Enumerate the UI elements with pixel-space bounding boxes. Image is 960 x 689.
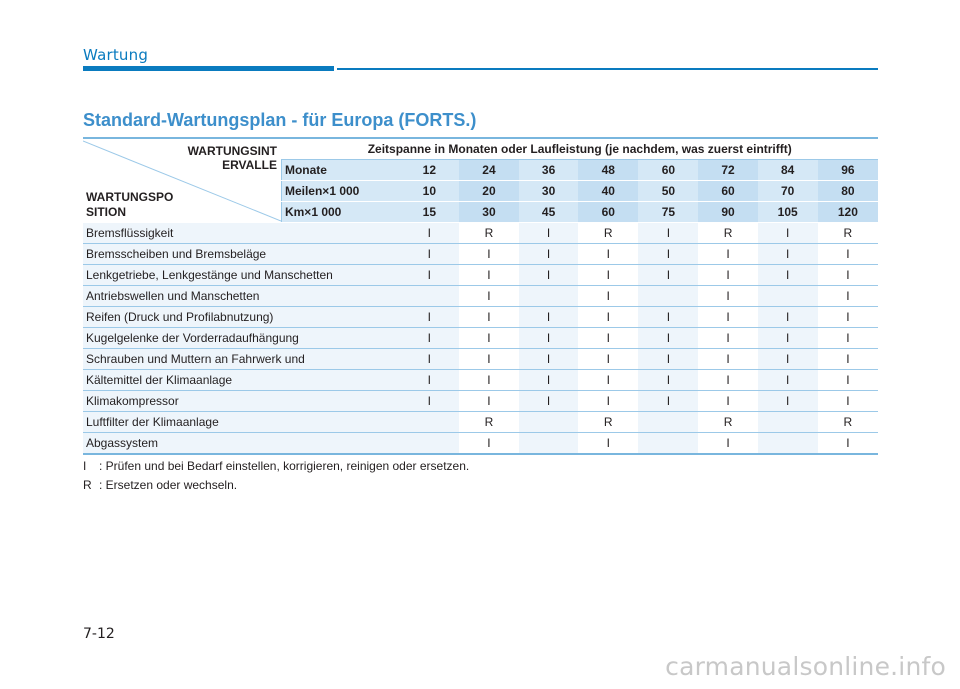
- maintenance-value: I: [698, 370, 757, 391]
- maintenance-value: I: [459, 349, 519, 370]
- header-bar-accent: [83, 66, 334, 71]
- maintenance-value: [519, 412, 578, 433]
- interval-value: 60: [698, 181, 757, 202]
- table-row: [83, 307, 878, 328]
- table-heading-row: [83, 138, 878, 160]
- maintenance-value: I: [459, 328, 519, 349]
- table-row: [83, 349, 878, 370]
- maintenance-item: Kältemittel der Klimaanlage: [83, 370, 400, 391]
- maintenance-value: I: [758, 370, 818, 391]
- interval-value: 30: [519, 181, 578, 202]
- maintenance-value: I: [758, 223, 818, 244]
- maintenance-value: I: [519, 223, 578, 244]
- table-row: [83, 223, 878, 244]
- interval-value: 96: [818, 160, 878, 181]
- maintenance-value: I: [578, 391, 638, 412]
- maintenance-value: I: [818, 391, 878, 412]
- interval-value: 45: [519, 202, 578, 223]
- maintenance-value: I: [758, 244, 818, 265]
- maintenance-value: I: [758, 307, 818, 328]
- interval-row-label: Meilen×1 000: [281, 181, 399, 202]
- maintenance-value: I: [698, 265, 757, 286]
- interval-value: 24: [459, 160, 519, 181]
- maintenance-value: I: [578, 265, 638, 286]
- maintenance-value: I: [400, 265, 459, 286]
- maintenance-value: I: [519, 391, 578, 412]
- watermark: carmanualsonline.info: [665, 652, 946, 681]
- interval-heading: Zeitspanne in Monaten oder Laufleistung (je nachdem, was zuerst eintrifft): [281, 138, 878, 160]
- maintenance-item: Schrauben und Muttern an Fahrwerk und: [83, 349, 400, 370]
- legend-code: R: [83, 478, 92, 492]
- legend-text: : Ersetzen oder wechseln.: [99, 478, 238, 492]
- maintenance-value: I: [758, 391, 818, 412]
- maintenance-value: R: [578, 412, 638, 433]
- page-number: 7-12: [83, 626, 115, 642]
- interval-value: 30: [459, 202, 519, 223]
- legend-item: [83, 457, 469, 476]
- maintenance-value: I: [638, 244, 698, 265]
- maintenance-value: I: [818, 307, 878, 328]
- maintenance-value: I: [459, 265, 519, 286]
- table-row: [83, 391, 878, 412]
- maintenance-value: I: [578, 370, 638, 391]
- table-row: [83, 328, 878, 349]
- interval-row-label: Km×1 000: [281, 202, 399, 223]
- maintenance-item: Bremsflüssigkeit: [83, 223, 400, 244]
- interval-value: 12: [400, 160, 459, 181]
- maintenance-value: I: [459, 391, 519, 412]
- maintenance-value: I: [519, 328, 578, 349]
- maintenance-value: [519, 433, 578, 455]
- interval-value: 70: [758, 181, 818, 202]
- maintenance-value: I: [818, 286, 878, 307]
- maintenance-value: I: [818, 370, 878, 391]
- maintenance-value: I: [400, 391, 459, 412]
- maintenance-value: R: [459, 412, 519, 433]
- maintenance-value: I: [519, 265, 578, 286]
- maintenance-value: I: [459, 307, 519, 328]
- maintenance-value: R: [459, 223, 519, 244]
- maintenance-item: Kugelgelenke der Vorderradaufhängung: [83, 328, 400, 349]
- page-title: Standard-Wartungsplan - für Europa (FORTS.): [83, 110, 477, 130]
- maintenance-value: I: [578, 286, 638, 307]
- maintenance-value: [638, 412, 698, 433]
- table-row: [83, 433, 878, 455]
- interval-value: 60: [578, 202, 638, 223]
- maintenance-value: [638, 433, 698, 455]
- maintenance-value: I: [758, 265, 818, 286]
- corner-label-positions: [86, 190, 173, 220]
- corner-label-line: ERVALLE: [222, 158, 277, 172]
- table-row: [83, 370, 878, 391]
- maintenance-value: I: [400, 223, 459, 244]
- maintenance-value: I: [519, 307, 578, 328]
- maintenance-value: I: [638, 223, 698, 244]
- maintenance-value: I: [519, 244, 578, 265]
- maintenance-value: I: [818, 265, 878, 286]
- corner-label-line: WARTUNGSPO: [86, 189, 174, 204]
- table-corner-cell: [83, 138, 281, 223]
- maintenance-value: [758, 286, 818, 307]
- maintenance-value: I: [638, 328, 698, 349]
- interval-value: 75: [638, 202, 698, 223]
- interval-value: 90: [698, 202, 757, 223]
- interval-value: 20: [459, 181, 519, 202]
- table-row: [83, 412, 878, 433]
- legend-text: : Prüfen und bei Bedarf einstellen, korrigieren, reinigen oder ersetzen.: [99, 459, 470, 473]
- maintenance-value: R: [818, 223, 878, 244]
- maintenance-value: I: [758, 349, 818, 370]
- maintenance-value: I: [818, 349, 878, 370]
- maintenance-value: R: [698, 223, 757, 244]
- interval-value: 84: [758, 160, 818, 181]
- maintenance-item: Klimakompressor: [83, 391, 400, 412]
- maintenance-value: I: [698, 286, 757, 307]
- maintenance-item: Luftfilter der Klimaanlage: [83, 412, 400, 433]
- legend-item: [83, 476, 469, 495]
- maintenance-value: [400, 433, 459, 455]
- maintenance-value: [758, 433, 818, 455]
- maintenance-value: I: [400, 328, 459, 349]
- table-row: [83, 244, 878, 265]
- interval-value: 120: [818, 202, 878, 223]
- interval-value: 10: [400, 181, 459, 202]
- maintenance-value: [638, 286, 698, 307]
- maintenance-value: I: [698, 349, 757, 370]
- maintenance-value: I: [459, 433, 519, 455]
- maintenance-value: I: [638, 391, 698, 412]
- table-row: [83, 286, 878, 307]
- maintenance-item: Antriebswellen und Manschetten: [83, 286, 400, 307]
- maintenance-value: I: [698, 307, 757, 328]
- header-rule: [337, 68, 878, 70]
- maintenance-value: I: [400, 349, 459, 370]
- maintenance-item: Lenkgetriebe, Lenkgestänge und Manschetten: [83, 265, 400, 286]
- interval-value: 36: [519, 160, 578, 181]
- maintenance-value: I: [698, 391, 757, 412]
- maintenance-value: I: [818, 328, 878, 349]
- maintenance-value: I: [638, 349, 698, 370]
- interval-row-label: Monate: [281, 160, 399, 181]
- interval-value: 60: [638, 160, 698, 181]
- maintenance-value: I: [578, 433, 638, 455]
- interval-value: 40: [578, 181, 638, 202]
- interval-value: 105: [758, 202, 818, 223]
- maintenance-value: I: [519, 349, 578, 370]
- maintenance-value: I: [638, 370, 698, 391]
- maintenance-value: I: [818, 433, 878, 455]
- maintenance-value: R: [818, 412, 878, 433]
- maintenance-value: [758, 412, 818, 433]
- maintenance-value: I: [400, 307, 459, 328]
- maintenance-value: I: [578, 307, 638, 328]
- maintenance-value: [519, 286, 578, 307]
- maintenance-item: Abgassystem: [83, 433, 400, 455]
- maintenance-value: I: [459, 370, 519, 391]
- maintenance-item: Bremsscheiben und Bremsbeläge: [83, 244, 400, 265]
- maintenance-value: [400, 412, 459, 433]
- interval-value: 72: [698, 160, 757, 181]
- maintenance-value: I: [638, 265, 698, 286]
- maintenance-value: I: [519, 370, 578, 391]
- maintenance-value: I: [638, 307, 698, 328]
- maintenance-value: I: [459, 286, 519, 307]
- maintenance-value: I: [459, 244, 519, 265]
- maintenance-value: [400, 286, 459, 307]
- interval-value: 50: [638, 181, 698, 202]
- interval-value: 80: [818, 181, 878, 202]
- corner-label-line: WARTUNGSINT: [187, 144, 277, 158]
- maintenance-item: Reifen (Druck und Profilabnutzung): [83, 307, 400, 328]
- maintenance-value: I: [578, 328, 638, 349]
- corner-label-line: SITION: [86, 204, 127, 219]
- maintenance-value: I: [578, 244, 638, 265]
- maintenance-value: R: [578, 223, 638, 244]
- maintenance-value: R: [698, 412, 757, 433]
- table-row: [83, 265, 878, 286]
- maintenance-value: I: [698, 433, 757, 455]
- legend: [83, 457, 469, 495]
- maintenance-table: [83, 137, 878, 455]
- maintenance-value: I: [578, 349, 638, 370]
- maintenance-value: I: [758, 328, 818, 349]
- corner-label-intervals: [188, 144, 277, 172]
- legend-code: I: [83, 459, 87, 473]
- interval-value: 15: [400, 202, 459, 223]
- maintenance-value: I: [698, 328, 757, 349]
- maintenance-value: I: [818, 244, 878, 265]
- maintenance-value: I: [698, 244, 757, 265]
- maintenance-value: I: [400, 244, 459, 265]
- section-label: Wartung: [83, 46, 149, 64]
- maintenance-value: I: [400, 370, 459, 391]
- interval-value: 48: [578, 160, 638, 181]
